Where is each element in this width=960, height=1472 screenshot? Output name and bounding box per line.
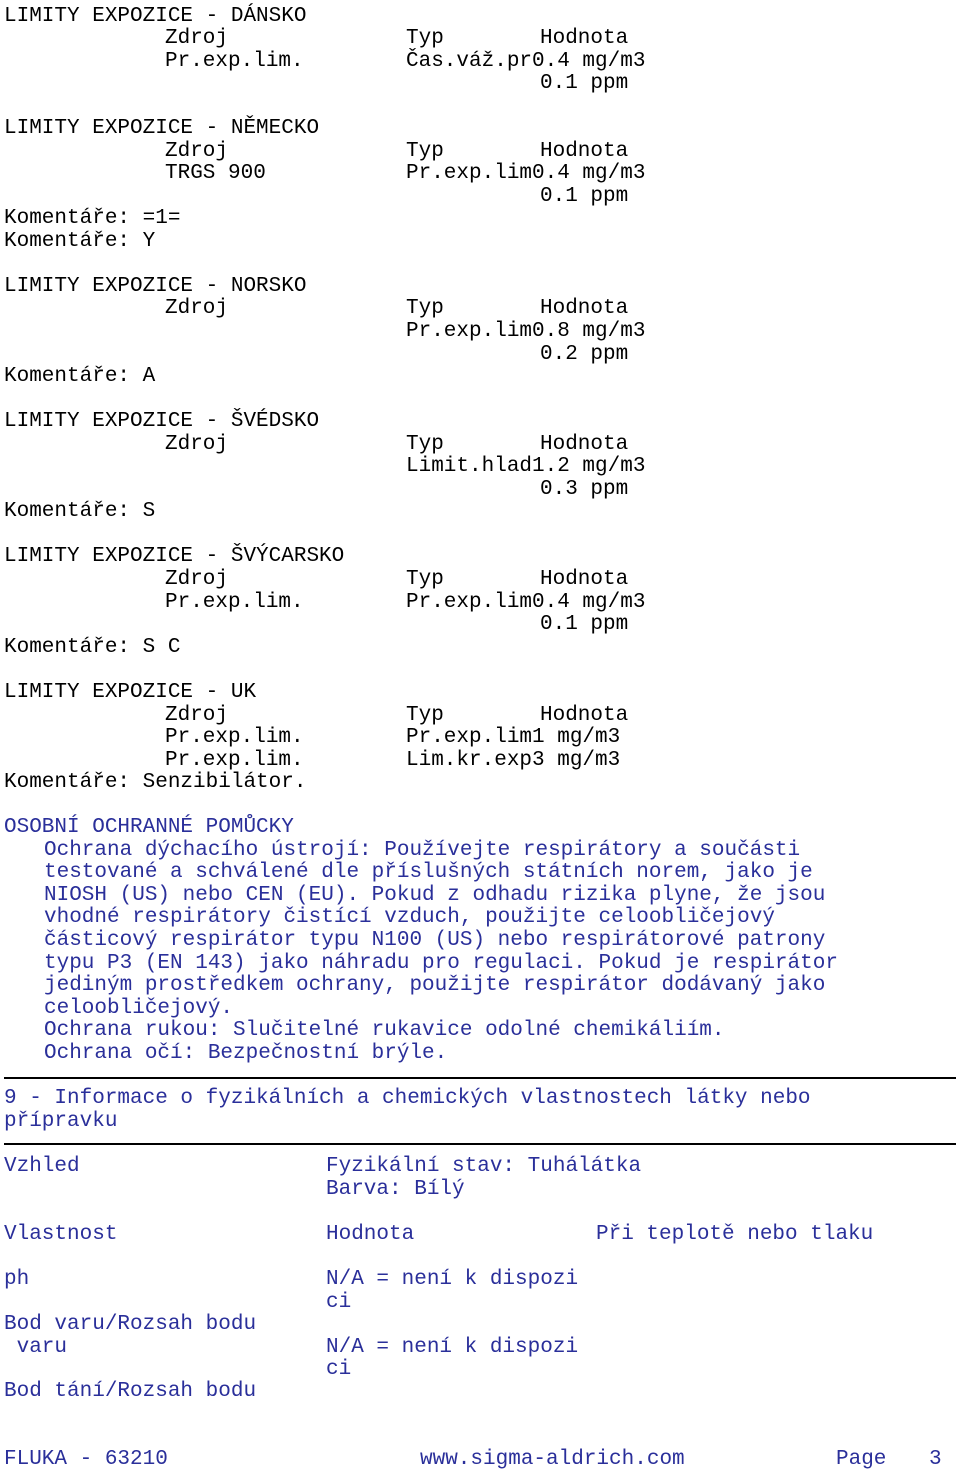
section-heading: LIMITY EXPOZICE - NĚMECKO [4,117,320,140]
column-header-value: Hodnota [540,568,629,591]
comment-line: Komentáře: S [4,500,156,523]
comment-line: Komentáře: A [4,365,156,388]
ppe-line: testované a schválené dle příslušných státních norem, jako je [44,861,813,884]
row-type-value: 0.1 ppm [540,613,629,636]
section-heading: LIMITY EXPOZICE - NORSKO [4,275,307,298]
footer-product: FLUKA - 63210 [4,1448,168,1471]
row-type-value: Pr.exp.lim0.4 mg/m3 [406,162,646,185]
column-header-source: Zdroj [165,704,229,727]
ppe-line: Ochrana rukou: Slučitelné rukavice odolné chemikáliím. [44,1019,725,1042]
ppe-line: vhodné respirátory čistící vzduch, použijte celoobličejový [44,906,775,929]
section-heading: LIMITY EXPOZICE - ŠVÝCARSKO [4,545,345,568]
column-header-value: Hodnota [540,704,629,727]
appearance-state: Fyzikální stav: Tuhálátka [326,1155,642,1178]
row-type-value: Limit.hlad1.2 mg/m3 [406,455,646,478]
column-header-value: Hodnota [540,433,629,456]
ppe-line: celoobličejový. [44,997,234,1020]
section-divider-bottom [4,1143,956,1145]
row-type-value: 0.3 ppm [540,478,629,501]
appearance-color: Barva: Bílý [326,1178,465,1201]
ppe-line: jediným prostředkem ochrany, použijte respirátor dodávaný jako [44,974,826,997]
comment-line: Komentáře: =1= [4,207,181,230]
column-header-type: Typ [406,297,444,320]
section-divider-top [4,1077,956,1079]
column-header-type: Typ [406,27,444,50]
property-name-cont: varu [4,1336,68,1359]
row-type-value: Lim.kr.exp3 mg/m3 [406,749,621,772]
row-type-value: 0.1 ppm [540,185,629,208]
property-value: N/A = není k dispozi [326,1268,579,1291]
column-header-type: Typ [406,433,444,456]
section-heading: LIMITY EXPOZICE - ŠVÉDSKO [4,410,320,433]
column-header-value: Hodnota [540,297,629,320]
comment-line: Komentáře: Y [4,230,156,253]
row-type-value: 0.2 ppm [540,343,629,366]
row-source: Pr.exp.lim. [165,50,304,73]
ppe-line: NIOSH (US) nebo CEN (EU). Pokud z odhadu rizika plyne, že jsou [44,884,826,907]
row-source: TRGS 900 [165,162,266,185]
row-type-value: Pr.exp.lim0.8 mg/m3 [406,320,646,343]
column-header-property: Vlastnost [4,1223,118,1246]
row-type-value: 0.1 ppm [540,72,629,95]
section-heading: LIMITY EXPOZICE - DÁNSKO [4,5,307,28]
column-header-source: Zdroj [165,140,229,163]
footer-page-label: Page [836,1448,887,1471]
property-name: ph [4,1268,30,1291]
property-value-cont: ci [326,1291,352,1314]
row-type-value: Čas.váž.pr0.4 mg/m3 [406,50,646,73]
column-header-condition: Při teplotě nebo tlaku [596,1223,874,1246]
column-header-source: Zdroj [165,27,229,50]
column-header-value: Hodnota [540,27,629,50]
footer-page-number: 3 [929,1448,942,1471]
row-source: Pr.exp.lim. [165,591,304,614]
column-header-type: Typ [406,140,444,163]
ppe-line: Ochrana dýchacího ústrojí: Používejte respirátory a součásti [44,839,801,862]
footer-website-link[interactable]: www.sigma-aldrich.com [420,1448,685,1471]
section9-title: 9 - Informace o fyzikálních a chemických vlastnostech látky nebo [4,1087,811,1110]
ppe-line: Ochrana očí: Bezpečnostní brýle. [44,1042,448,1065]
column-header-value: Hodnota [326,1223,415,1246]
row-source: Pr.exp.lim. [165,749,304,772]
section-heading: LIMITY EXPOZICE - UK [4,681,257,704]
row-type-value: Pr.exp.lim0.4 mg/m3 [406,591,646,614]
column-header-type: Typ [406,704,444,727]
row-source: Pr.exp.lim. [165,726,304,749]
column-header-source: Zdroj [165,297,229,320]
row-type-value: Pr.exp.lim1 mg/m3 [406,726,621,749]
ppe-heading: OSOBNÍ OCHRANNÉ POMŮCKY [4,816,294,839]
column-header-source: Zdroj [165,433,229,456]
property-name: Bod tání/Rozsah bodu [4,1380,257,1403]
appearance-label: Vzhled [4,1155,80,1178]
property-value-cont: ci [326,1358,352,1381]
ppe-line: typu P3 (EN 143) jako náhradu pro regulaci. Pokud je respirátor [44,952,838,975]
column-header-type: Typ [406,568,444,591]
comment-line: Komentáře: S C [4,636,181,659]
section9-title-cont: přípravku [4,1110,118,1133]
property-name: Bod varu/Rozsah bodu [4,1313,257,1336]
ppe-line: částicový respirátor typu N100 (US) nebo respirátorové patrony [44,929,826,952]
comment-line: Komentáře: Senzibilátor. [4,771,307,794]
column-header-source: Zdroj [165,568,229,591]
property-value: N/A = není k dispozi [326,1336,579,1359]
column-header-value: Hodnota [540,140,629,163]
